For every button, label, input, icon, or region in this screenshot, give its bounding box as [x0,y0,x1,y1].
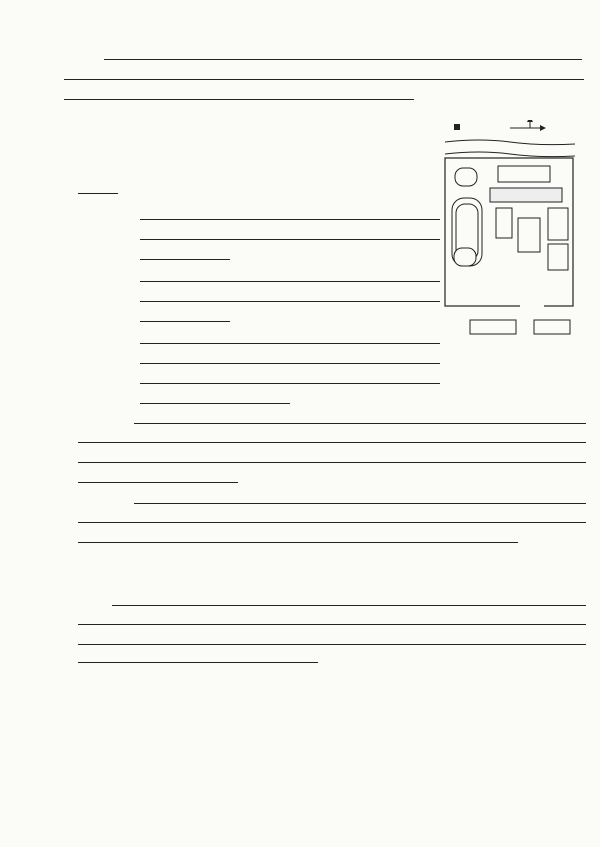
waterworks-marker [454,124,460,130]
q14-reason-line [140,324,440,344]
q14-answer-line [134,484,586,504]
q14-sub3-answer-cont [78,605,586,645]
q14-answer-line [78,463,238,483]
plot-a [455,168,477,186]
dorm-building [548,208,568,240]
q14-sub3-answer-line [78,643,318,663]
lab-building [518,218,540,252]
river-top [445,140,575,145]
q14-sub3-answer-line [78,605,586,625]
river-bottom [445,152,575,157]
q14-answer-line [78,503,586,523]
q14-site-value [78,193,118,194]
q14-reason-line [140,220,440,240]
q14-answer-line [78,423,586,443]
teaching-building [490,188,562,202]
q14-answer-line [78,523,518,543]
q14-reason-line [140,282,440,302]
q14-reason-line [140,344,440,364]
art-building [496,208,512,238]
q14-reason-line [140,240,230,260]
plot-b [454,248,476,266]
q14-reason-line [140,364,440,384]
q14-answer-line [134,404,586,424]
canteen-building [548,244,568,270]
school-boundary [445,158,573,306]
q14-answer-line [78,443,586,463]
q13-answer-line [64,60,584,80]
nursing-home [534,320,570,334]
q14-sub3-answer-line [78,625,586,645]
q14-sub3-answer-last [78,643,318,663]
q14-reason-line [140,302,230,322]
q13-answer-line [104,40,582,60]
q14-reason-line [140,200,440,220]
q13-answer-line [64,80,414,100]
q14-site-answer [78,180,118,200]
q14-reason-line [140,262,440,282]
school-map [440,120,580,338]
q14-sub3-answer-line [112,586,586,606]
library-building [498,166,550,182]
q14-reason-line [140,384,290,404]
field [470,320,516,334]
